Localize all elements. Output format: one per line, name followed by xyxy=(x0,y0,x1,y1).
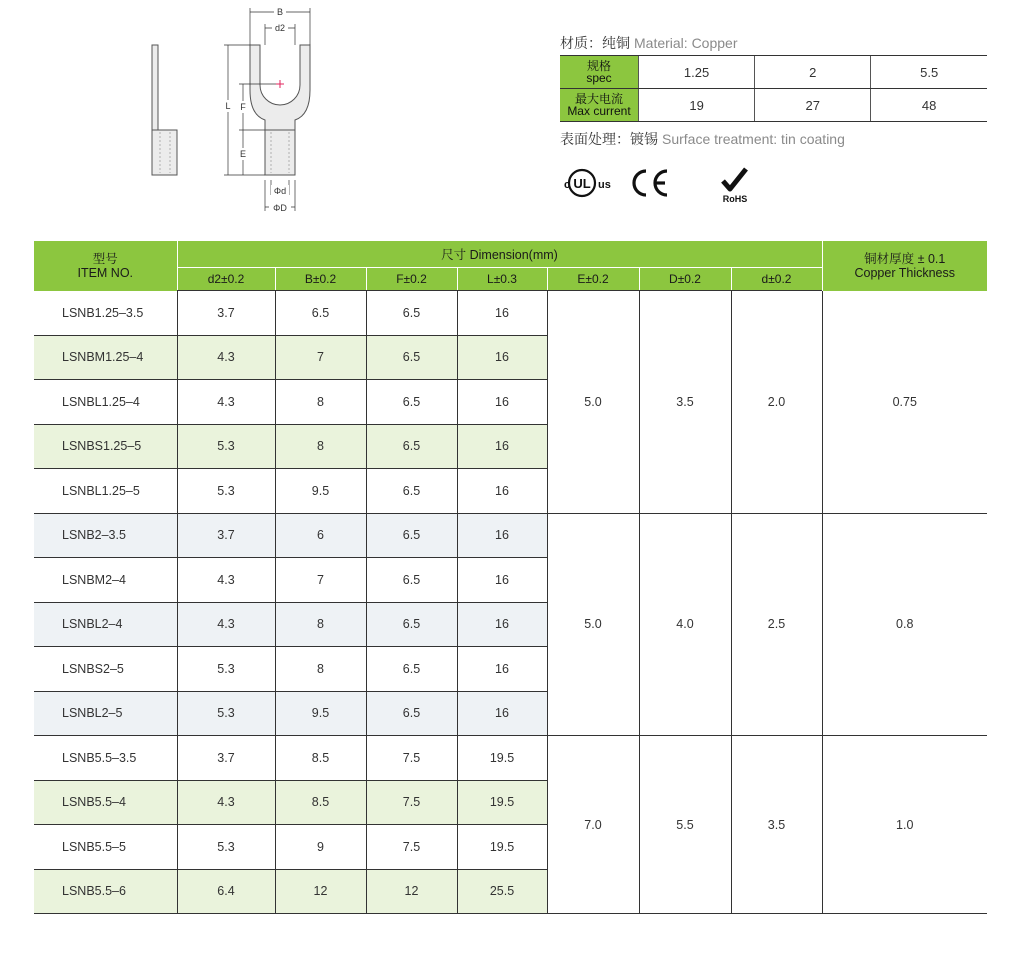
cell-F: 6.5 xyxy=(366,469,457,514)
terminal-drawing xyxy=(140,0,340,215)
cell-B: 6 xyxy=(275,513,366,558)
column-header: L±0.3 xyxy=(457,268,547,291)
cell-d2: 5.3 xyxy=(177,424,275,469)
cell-F: 6.5 xyxy=(366,647,457,692)
cell-item: LSNB5.5–3.5 xyxy=(34,736,177,781)
cell-L: 16 xyxy=(457,647,547,692)
cell-F: 6.5 xyxy=(366,691,457,736)
cell-item: LSNBS2–5 xyxy=(34,647,177,692)
cell-d2: 6.4 xyxy=(177,869,275,914)
cell-d2: 4.3 xyxy=(177,780,275,825)
group-cell-thickness: 1.0 xyxy=(822,736,987,914)
svg-text:RoHS: RoHS xyxy=(722,194,748,204)
cell-F: 7.5 xyxy=(366,736,457,781)
cell-F: 7.5 xyxy=(366,780,457,825)
surface-zh: 表面处理：镀锡 xyxy=(560,131,658,147)
cell-L: 16 xyxy=(457,291,547,336)
table-row xyxy=(34,736,987,781)
cell-B: 8.5 xyxy=(275,780,366,825)
cell-d2: 4.3 xyxy=(177,602,275,647)
spec-cell: 5.5 xyxy=(871,56,987,89)
cell-L: 16 xyxy=(457,380,547,425)
cell-B: 8 xyxy=(275,380,366,425)
table-row xyxy=(34,291,987,336)
cell-L: 16 xyxy=(457,513,547,558)
group-cell-d: 3.5 xyxy=(731,736,822,914)
table-row xyxy=(34,513,987,558)
cell-item: LSNB5.5–5 xyxy=(34,825,177,870)
side-view-barrel xyxy=(152,130,177,175)
cell-L: 19.5 xyxy=(457,736,547,781)
cell-L: 16 xyxy=(457,424,547,469)
svg-text:c: c xyxy=(564,179,571,191)
cell-d2: 4.3 xyxy=(177,380,275,425)
column-header: E±0.2 xyxy=(547,268,639,291)
max-current-row xyxy=(560,89,987,122)
cell-item: LSNB5.5–4 xyxy=(34,780,177,825)
spec-row xyxy=(560,56,987,89)
cell-d2: 3.7 xyxy=(177,736,275,781)
dim-label-d2: d2 xyxy=(274,23,286,33)
cell-F: 6.5 xyxy=(366,513,457,558)
dim-label-phi-d: Φd xyxy=(273,186,287,196)
max-current-label: 最大电流 Max current xyxy=(560,89,639,122)
cell-d2: 5.3 xyxy=(177,825,275,870)
group-cell-E: 5.0 xyxy=(547,291,639,514)
cell-B: 8 xyxy=(275,647,366,692)
cell-L: 19.5 xyxy=(457,780,547,825)
column-header: d±0.2 xyxy=(731,268,822,291)
group-cell-thickness: 0.8 xyxy=(822,513,987,736)
cell-d2: 3.7 xyxy=(177,291,275,336)
material-zh: 材质：纯铜 xyxy=(560,35,630,51)
spec-cell: 1.25 xyxy=(639,56,755,89)
group-cell-D: 4.0 xyxy=(639,513,731,736)
group-cell-thickness: 0.75 xyxy=(822,291,987,514)
max-current-cell: 48 xyxy=(871,89,987,122)
column-header: d2±0.2 xyxy=(177,268,275,291)
spec-block xyxy=(560,33,990,205)
cell-d2: 5.3 xyxy=(177,469,275,514)
material-line xyxy=(560,33,990,53)
cell-L: 16 xyxy=(457,335,547,380)
cell-item: LSNB1.25–3.5 xyxy=(34,291,177,336)
item-no-header: 型号 ITEM NO. xyxy=(34,241,177,291)
cell-item: LSNBL2–5 xyxy=(34,691,177,736)
cell-d2: 5.3 xyxy=(177,691,275,736)
dim-label-B: B xyxy=(276,7,284,17)
cell-B: 8.5 xyxy=(275,736,366,781)
side-view-blade xyxy=(152,45,158,130)
svg-text:us: us xyxy=(598,179,611,191)
cell-L: 16 xyxy=(457,691,547,736)
group-cell-E: 5.0 xyxy=(547,513,639,736)
cell-d2: 4.3 xyxy=(177,558,275,603)
cell-item: LSNBS1.25–5 xyxy=(34,424,177,469)
cell-F: 6.5 xyxy=(366,602,457,647)
cell-d2: 3.7 xyxy=(177,513,275,558)
ce-logo-icon xyxy=(634,171,667,195)
certification-logos xyxy=(560,163,990,205)
cell-F: 6.5 xyxy=(366,291,457,336)
surface-en: Surface treatment: tin coating xyxy=(662,131,845,147)
dimension-header: 尺寸 Dimension(mm) xyxy=(177,241,822,268)
spec-cell: 2 xyxy=(755,56,871,89)
column-header: D±0.2 xyxy=(639,268,731,291)
cell-F: 6.5 xyxy=(366,335,457,380)
cell-item: LSNBL2–4 xyxy=(34,602,177,647)
cell-item: LSNBM2–4 xyxy=(34,558,177,603)
cell-L: 16 xyxy=(457,602,547,647)
cell-F: 7.5 xyxy=(366,825,457,870)
dim-label-phi-D: ΦD xyxy=(273,203,287,213)
cell-F: 6.5 xyxy=(366,424,457,469)
column-header: B±0.2 xyxy=(275,268,366,291)
cell-B: 8 xyxy=(275,424,366,469)
dim-label-L: L xyxy=(225,101,231,111)
cell-item: LSNBL1.25–5 xyxy=(34,469,177,514)
cell-item: LSNB5.5–6 xyxy=(34,869,177,914)
cell-B: 8 xyxy=(275,602,366,647)
max-current-cell: 19 xyxy=(639,89,755,122)
cell-L: 16 xyxy=(457,558,547,603)
cell-L: 16 xyxy=(457,469,547,514)
cell-d2: 5.3 xyxy=(177,647,275,692)
cell-L: 25.5 xyxy=(457,869,547,914)
group-cell-d: 2.5 xyxy=(731,513,822,736)
ul-logo-icon xyxy=(564,170,611,196)
cell-B: 12 xyxy=(275,869,366,914)
cell-d2: 4.3 xyxy=(177,335,275,380)
dim-label-F: F xyxy=(240,102,246,112)
copper-thickness-header: 铜材厚度 ± 0.1 Copper Thickness xyxy=(822,241,987,291)
group-cell-d: 2.0 xyxy=(731,291,822,514)
cell-F: 6.5 xyxy=(366,380,457,425)
cell-B: 7 xyxy=(275,335,366,380)
column-header: F±0.2 xyxy=(366,268,457,291)
group-cell-D: 5.5 xyxy=(639,736,731,914)
group-cell-D: 3.5 xyxy=(639,291,731,514)
cell-F: 6.5 xyxy=(366,558,457,603)
cell-item: LSNBL1.25–4 xyxy=(34,380,177,425)
material-en: Material: Copper xyxy=(634,35,738,51)
surface-line xyxy=(560,129,990,149)
cell-B: 6.5 xyxy=(275,291,366,336)
spec-row-label: 规格 spec xyxy=(560,56,639,89)
cell-item: LSNB2–3.5 xyxy=(34,513,177,558)
rohs-logo-icon xyxy=(723,169,748,204)
dimension-table xyxy=(34,241,987,914)
cell-item: LSNBM1.25–4 xyxy=(34,335,177,380)
cell-B: 9.5 xyxy=(275,691,366,736)
dim-label-E: E xyxy=(239,149,247,159)
cell-F: 12 xyxy=(366,869,457,914)
group-cell-E: 7.0 xyxy=(547,736,639,914)
svg-text:UL: UL xyxy=(573,176,591,191)
max-current-cell: 27 xyxy=(755,89,871,122)
cell-B: 9.5 xyxy=(275,469,366,514)
front-view-barrel xyxy=(265,130,295,175)
cell-B: 7 xyxy=(275,558,366,603)
cell-L: 19.5 xyxy=(457,825,547,870)
cell-B: 9 xyxy=(275,825,366,870)
spec-table xyxy=(560,55,987,122)
